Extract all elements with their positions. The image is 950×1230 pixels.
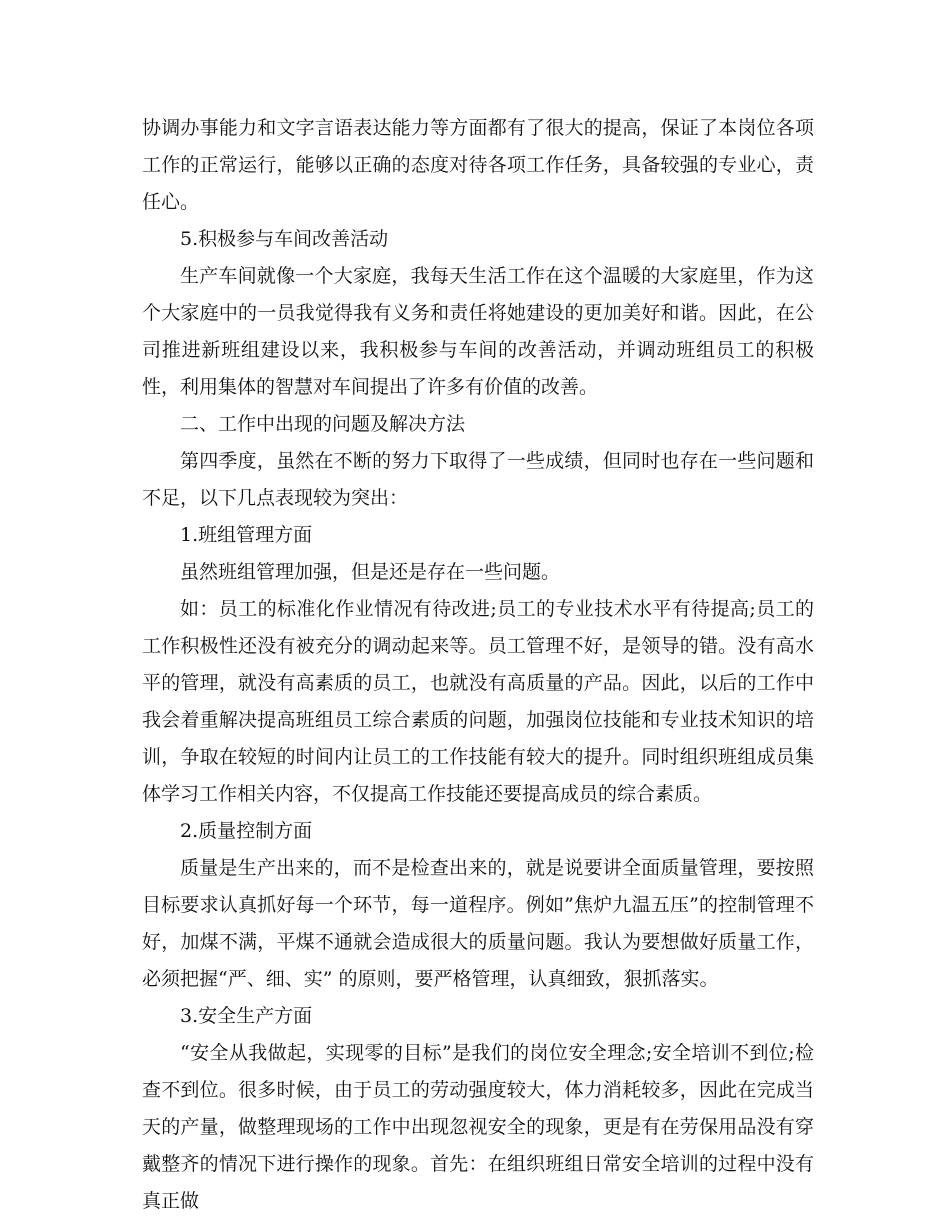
paragraph-safety-production: “安全从我做起，实现零的目标”是我们的岗位安全理念;安全培训不到位;检查不到位。很多时候，由于员工的劳动强度较大，体力消耗较多，因此在完成当天的产量，做整理现场的工作中出现忽视安全的现象，更是有在劳保用品没有穿戴整齐的情况下进行操作的现象。首先：在组织班组日常安全培训的过程中没有真正做: [142, 1042, 814, 1212]
paragraph-team-management-intro: 虽然班组管理加强，但是还是存在一些问题。: [180, 561, 561, 583]
heading-workshop-improvement: 5.积极参与车间改善活动: [180, 228, 389, 250]
document-page: [142, 110, 814, 1220]
paragraph-fourth-quarter: 第四季度，虽然在不断的努力下取得了一些成绩，但同时也存在一些问题和不足，以下几点表现较为突出：: [142, 450, 814, 509]
paragraph-continuation: 协调办事能力和文字言语表达能力等方面都有了很大的提高，保证了本岗位各项工作的正常运行，能够以正确的态度对待各项工作任务，具备较强的专业心，责任心。: [142, 117, 814, 213]
heading-team-management: 1.班组管理方面: [180, 524, 313, 546]
heading-safety-production: 3.安全生产方面: [180, 1005, 313, 1027]
paragraph-quality-control: 质量是生产出来的，而不是检查出来的，就是说要讲全面质量管理，要按照目标要求认真抓好每一个环节，每一道程序。例如”焦炉九温五压”的控制管理不好，加煤不满，平煤不通就会造成很大的质量问题。我认为要想做好质量工作，必须把握“严、细、实” 的原则，要严格管理，认真细致，狠抓落实。: [142, 857, 814, 990]
paragraph-workshop-family: 生产车间就像一个大家庭，我每天生活工作在这个温暖的大家庭里，作为这个大家庭中的一员我觉得我有义务和责任将她建设的更加美好和谐。因此，在公司推进新班组建设以来，我积极参与车间的改善活动，并调动班组员工的积极性，利用集体的智慧对车间提出了许多有价值的改善。: [142, 265, 814, 398]
heading-quality-control: 2.质量控制方面: [180, 820, 313, 842]
paragraph-team-management-detail: 如：员工的标准化作业情况有待改进;员工的专业技术水平有待提高;员工的工作积极性还没有被充分的调动起来等。员工管理不好，是领导的错。没有高水平的管理，就没有高素质的员工，也就没有高质量的产品。因此，以后的工作中我会着重解决提高班组员工综合素质的问题，加强岗位技能和专业技术知识的培训，争取在较短的时间内让员工的工作技能有较大的提升。同时组织班组成员集体学习工作相关内容，不仅提高工作技能还要提高成员的综合素质。: [142, 598, 814, 805]
heading-problems-solutions: 二、工作中出现的问题及解决方法: [180, 413, 466, 435]
